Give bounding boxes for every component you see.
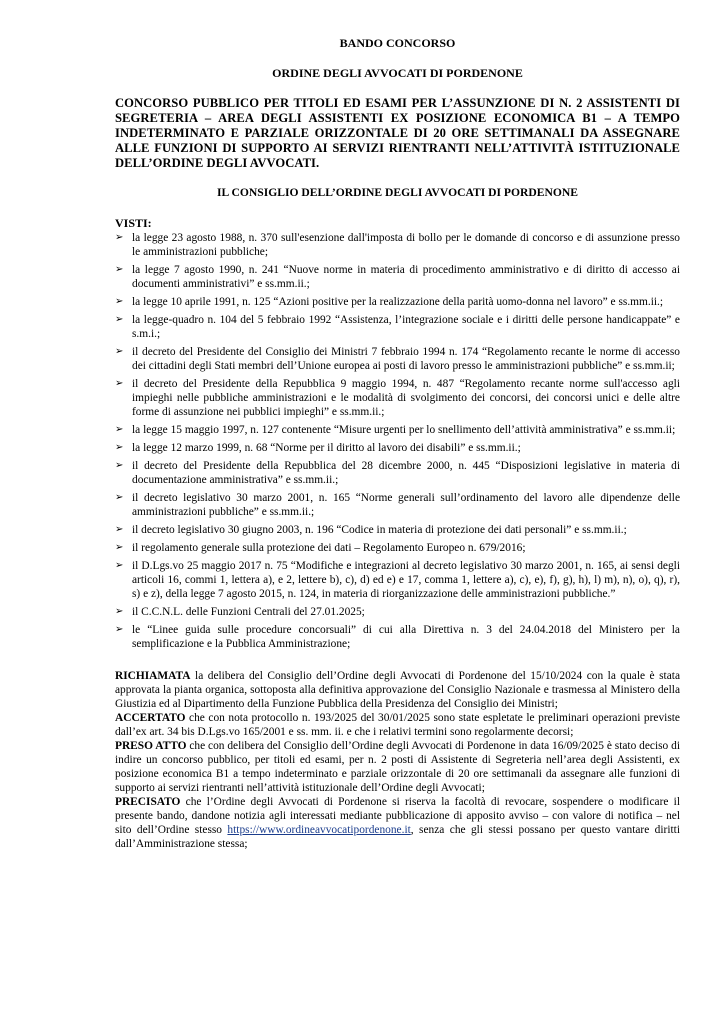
list-item: ➢ il C.C.N.L. delle Funzioni Centrali del 27.01.2025; bbox=[115, 606, 365, 618]
arrow-bullet-icon: ➢ bbox=[115, 346, 124, 357]
document-title: BANDO CONCORSO bbox=[339, 36, 456, 50]
richiamata-paragraph: RICHIAMATA la delibera del Consiglio dell’Ordine degli Avvocati di Pordenone del 15/10/2024 con la quale è stata approvata la pianta organica, sottoposta alla definitiva approvazione del Consiglio Nazionale e trasmessa al Ministero della Giustizia ed al Dipartimento della Funzione Pubblica della Presidenza del Consiglio dei Ministri; bbox=[115, 670, 680, 710]
list-item: ➢ la legge 12 marzo 1999, n. 68 “Norme per il diritto al lavoro dei disabili” e ss.mm.ii.; bbox=[115, 442, 521, 454]
preso-atto-paragraph: PRESO ATTO che con delibera del Consiglio dell’Ordine degli Avvocati di Pordenone in data 16/09/2025 è stato deciso di indire un concorso pubblico, per titoli ed esami, per n. 2 posti di Assistente di Segreteria nell’area degli Assistenti, ex posizione economica B1 a tempo indeterminato e parziale orizzontale di 20 ore settimanali da assegnare alle funzioni di supporto ai servizi rientranti nell’attività istituzionale dell’Ordine degli Avvocati; bbox=[115, 740, 680, 794]
arrow-bullet-icon: ➢ bbox=[115, 314, 124, 325]
arrow-bullet-icon: ➢ bbox=[115, 624, 124, 635]
list-item: ➢ il regolamento generale sulla protezione dei dati – Regolamento Europeo n. 679/2016; bbox=[115, 542, 526, 554]
arrow-bullet-icon: ➢ bbox=[115, 492, 124, 503]
list-item: ➢ la legge-quadro n. 104 del 5 febbraio 1992 “Assistenza, l’integrazione sociale e i diritti delle persone handicappate” e s.m.i.; bbox=[115, 314, 680, 340]
document-page bbox=[115, 36, 680, 851]
list-item: ➢ il decreto del Presidente del Consiglio dei Ministri 7 febbraio 1994 n. 174 “Regolamento recante le norme di accesso dei cittadini degli Stati membri dell’Unione europea ai posti di lavoro presso le amministrazioni pubbliche” e ss.mm.ii; bbox=[115, 346, 680, 372]
visti-heading: VISTI: bbox=[115, 216, 152, 230]
arrow-bullet-icon: ➢ bbox=[115, 264, 124, 275]
arrow-bullet-icon: ➢ bbox=[115, 542, 124, 553]
arrow-bullet-icon: ➢ bbox=[115, 460, 124, 471]
accertato-paragraph: ACCERTATO che con nota protocollo n. 193/2025 del 30/01/2025 sono state espletate le preliminari operazioni previste dall’ex art. 34 bis D.Lgs.vo 165/2001 e ss. mm. ii. e che i relativi termini sono regolarmente decorsi; bbox=[115, 712, 680, 738]
arrow-bullet-icon: ➢ bbox=[115, 232, 124, 243]
website-link[interactable]: https://www.ordineavvocatipordenone.it bbox=[227, 824, 411, 836]
list-item: ➢ la legge 7 agosto 1990, n. 241 “Nuove norme in materia di procedimento amministrativo e di diritto di accesso ai documenti amministrativi” e ss.mm.ii.; bbox=[115, 264, 680, 290]
visti-list bbox=[115, 231, 680, 651]
arrow-bullet-icon: ➢ bbox=[115, 560, 124, 571]
list-item: ➢ il decreto del Presidente della Repubblica 9 maggio 1994, n. 487 “Regolamento recante norme sull'accesso agli impieghi nelle pubbliche amministrazioni e le modalità di svolgimento dei concorsi, dei concorsi unici e delle altre forme di assunzione nei pubblici impieghi” e ss.mm.ii.; bbox=[115, 378, 680, 418]
list-item: ➢ la legge 10 aprile 1991, n. 125 “Azioni positive per la realizzazione della parità uomo-donna nel lavoro” e ss.mm.ii.; bbox=[115, 296, 664, 308]
preso-atto-lead: PRESO ATTO bbox=[115, 740, 187, 752]
list-item: ➢ le “Linee guida sulle procedure concorsuali” di cui alla Direttiva n. 3 del 24.04.2018 del Ministero per la semplificazione e la Pubblica Amministrazione; bbox=[115, 624, 680, 650]
arrow-bullet-icon: ➢ bbox=[115, 296, 124, 307]
list-item: ➢ il D.Lgs.vo 25 maggio 2017 n. 75 “Modifiche e integrazioni al decreto legislativo 30 marzo 2001, n. 165, ai sensi degli articoli 16, commi 1, lettera a), e 2, lettere b), c), d) ed e) e 17, comma 1, lettere a), c), e), f), g), h), l) m), n), o), q), r), s) e z), della legge 7 agosto 2015, n. 124, in materia di riorganizzazione delle amministrazioni pubbliche.” bbox=[115, 560, 680, 600]
list-item: ➢ il decreto legislativo 30 giugno 2003, n. 196 “Codice in materia di protezione dei dati personali” e ss.mm.ii.; bbox=[115, 524, 627, 536]
arrow-bullet-icon: ➢ bbox=[115, 524, 124, 535]
accertato-lead: ACCERTATO bbox=[115, 712, 186, 724]
precisato-paragraph: PRECISATO che l’Ordine degli Avvocati di Pordenone si riserva la facoltà di revocare, sospendere o modificare il presente bando, dandone notizia agli interessati mediante pubblicazione di apposito avviso – con valore di notifica – nel sito dell’Ordine stesso https://www.ordineavvocatipordenone.it, senza che gli stessi possano per questo vantare diritti dall’Amministrazione stessa; bbox=[115, 796, 680, 850]
arrow-bullet-icon: ➢ bbox=[115, 424, 124, 435]
council-heading: IL CONSIGLIO DELL’ORDINE DEGLI AVVOCATI DI PORDENONE bbox=[217, 186, 578, 199]
list-item: ➢ la legge 15 maggio 1997, n. 127 contenente “Misure urgenti per lo snellimento dell’attività amministrativa” e ss.mm.ii; bbox=[115, 424, 676, 436]
list-item: ➢ la legge 23 agosto 1988, n. 370 sull'esenzione dall'imposta di bollo per le domande di concorso e di assunzione presso le amministrazioni pubbliche; bbox=[115, 232, 680, 258]
richiamata-lead: RICHIAMATA bbox=[115, 670, 191, 682]
list-item: ➢ il decreto del Presidente della Repubblica del 28 dicembre 2000, n. 445 “Disposizioni legislative in materia di documentazione amministrativa” e ss.mm.ii.; bbox=[115, 460, 680, 486]
competition-subject: CONCORSO PUBBLICO PER TITOLI ED ESAMI PER L’ASSUNZIONE DI N. 2 ASSISTENTI DI SEGRETERIA – AREA DEGLI ASSISTENTI EX POSIZIONE ECONOMICA B1 – A TEMPO INDETERMINATO E PARZIALE ORIZZONTALE DI 20 ORE SETTIMANALI DA ASSEGNARE ALLE FUNZIONI DI SUPPORTO AI SERVIZI RIENTRANTI NELL’ATTIVITÀ ISTITUZIONALE DELL’ORDINE DEGLI AVVOCATI. bbox=[115, 96, 680, 170]
arrow-bullet-icon: ➢ bbox=[115, 378, 124, 389]
arrow-bullet-icon: ➢ bbox=[115, 442, 124, 453]
precisato-lead: PRECISATO bbox=[115, 796, 181, 808]
issuer-title: ORDINE DEGLI AVVOCATI DI PORDENONE bbox=[272, 66, 523, 80]
arrow-bullet-icon: ➢ bbox=[115, 606, 124, 617]
list-item: ➢ il decreto legislativo 30 marzo 2001, n. 165 “Norme generali sull’ordinamento del lavoro alle dipendenze delle amministrazioni pubbliche” e ss.mm.ii.; bbox=[115, 492, 680, 518]
